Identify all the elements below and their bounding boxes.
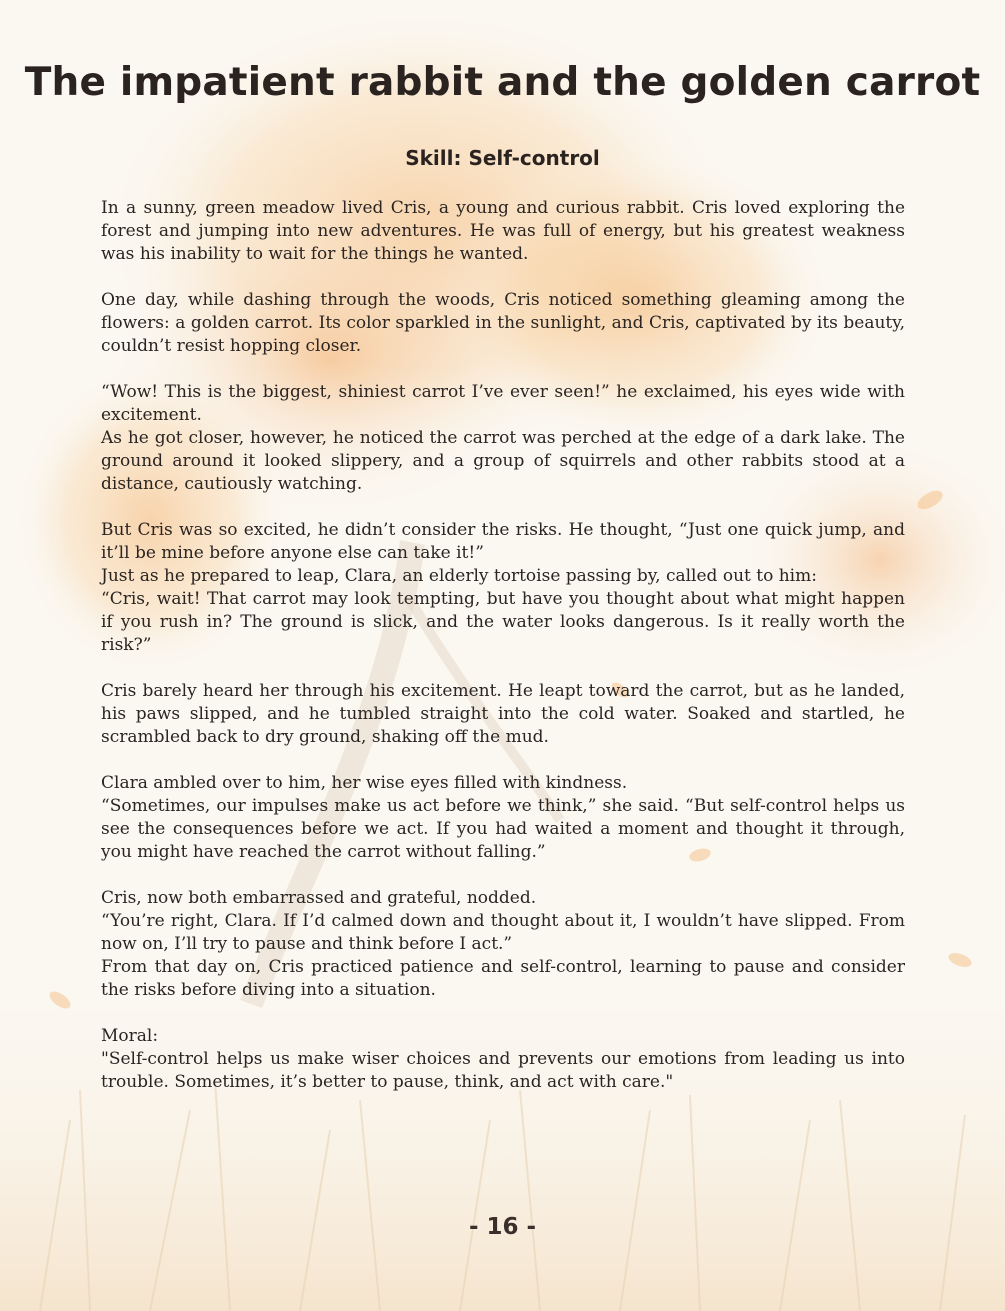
story-line: “You’re right, Clara. If I’d calmed down and thought about it, I wouldn’t have slipped. From now on, I’ll try to pause and think before I act.” [101,911,905,954]
story-line: “Wow! This is the biggest, shiniest carrot I’ve ever seen!” he exclaimed, his eyes wide with excitement. [101,382,905,425]
paragraph [101,680,905,749]
story-line: “Sometimes, our impulses make us act before we think,” she said. “But self-control helps us see the consequences before we act. If you had waited a moment and thought it through, you might have reached the carrot without falling.” [101,796,905,862]
paragraph [101,289,905,358]
story-line: But Cris was so excited, he didn’t consider the risks. He thought, “Just one quick jump, and it’ll be mine before anyone else can take it!” [101,520,905,563]
paragraph [101,772,905,864]
story-line: From that day on, Cris practiced patience and self-control, learning to pause and consider the risks before diving into a situation. [101,957,905,1000]
story-line: Cris barely heard her through his excitement. He leapt toward the carrot, but as he landed, his paws slipped, and he tumbled straight into the cold water. Soaked and startled, he scrambled back to dry ground, shaking off the mud. [101,681,905,747]
story-line: Just as he prepared to leap, Clara, an elderly tortoise passing by, called out to him: [101,566,817,586]
page-number: - 16 - [468,1214,537,1240]
moral-text: "Self-control helps us make wiser choices and prevents our emotions from leading us into trouble. Sometimes, it’s better to pause, think, and act with care." [101,1049,905,1092]
story-line: “Cris, wait! That carrot may look tempting, but have you thought about what might happen if you rush in? The ground is slick, and the water looks dangerous. Is it really worth the risk?” [101,589,905,655]
moral-paragraph [101,1025,905,1094]
story-line: One day, while dashing through the woods, Cris noticed something gleaming among the flowers: a golden carrot. Its color sparkled in the sunlight, and Cris, captivated by its beauty, couldn’t resist hopping closer. [101,290,905,356]
story-body [101,197,905,1117]
story-line: Clara ambled over to him, her wise eyes filled with kindness. [101,773,628,793]
paragraph [101,197,905,266]
story-line: Cris, now both embarrassed and grateful, nodded. [101,888,537,908]
paragraph [101,381,905,496]
story-line: In a sunny, green meadow lived Cris, a young and curious rabbit. Cris loved exploring the forest and jumping into new adventures. He was full of energy, but his greatest weakness was his inability to wait for the things he wanted. [101,198,905,264]
moral-label: Moral: [101,1026,159,1046]
page-title: The impatient rabbit and the golden carrot [24,60,981,105]
paragraph [101,519,905,657]
story-line: As he got closer, however, he noticed the carrot was perched at the edge of a dark lake. The ground around it looked slippery, and a group of squirrels and other rabbits stood at a distance, cautiously watching. [101,428,905,494]
skill-subtitle: Skill: Self-control [405,146,600,170]
paragraph [101,887,905,1002]
